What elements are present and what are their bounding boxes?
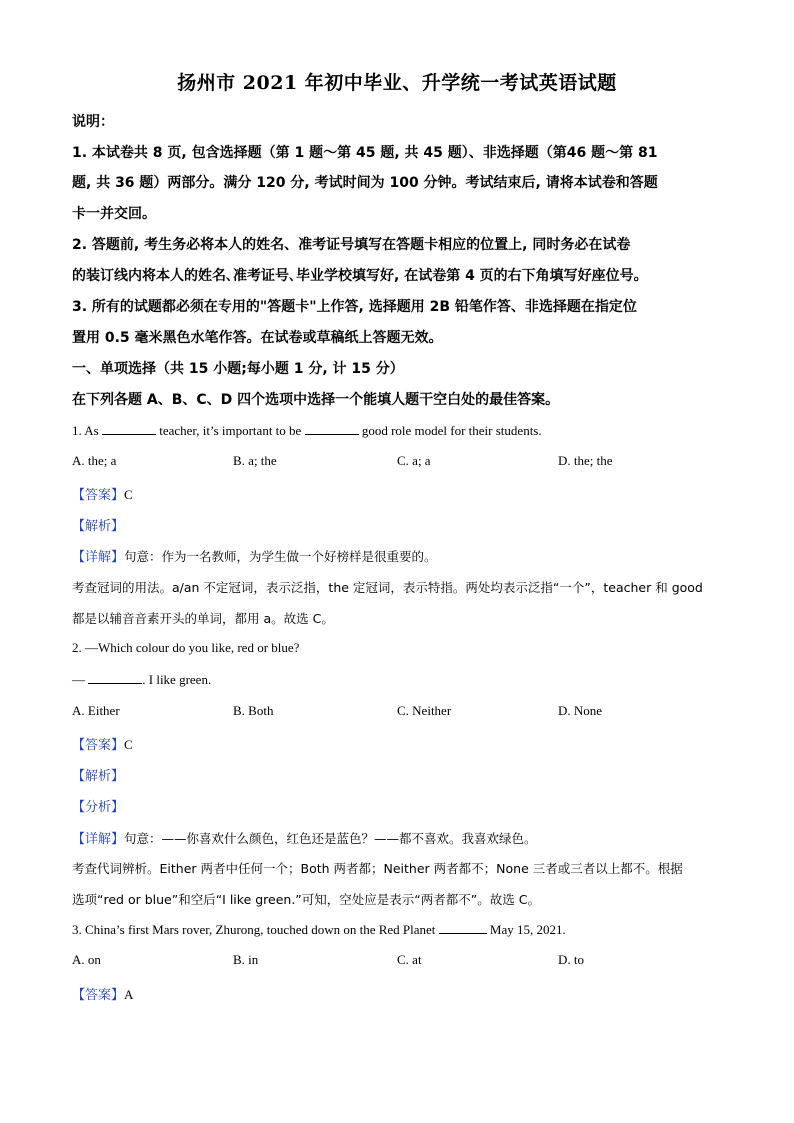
answer-value: C bbox=[124, 487, 133, 502]
stem-part: — bbox=[72, 672, 85, 687]
answer-value: C bbox=[124, 737, 133, 752]
option-c: C. at bbox=[397, 952, 422, 967]
instruction-line: 1. 本试卷共 8 页, 包含选择题（第 1 题～第 45 题, 共 45 题）、非选择题（第46 题～第 81 bbox=[72, 145, 658, 161]
explain-line: 选项“red or blue”和空后“I like green.”可知，空处应是表示“两者都不”。故选 C。 bbox=[72, 892, 540, 907]
option-d: D. to bbox=[558, 952, 584, 967]
answer-blank bbox=[439, 921, 487, 934]
option-b: B. Both bbox=[233, 703, 274, 718]
stem-part: good role model for their students. bbox=[361, 423, 542, 438]
page-title: 扬州市 2021 年初中毕业、升学统一考试英语试题 bbox=[177, 72, 617, 94]
explain-line: 都是以辅音音素开头的单词，都用 a。故选 C。 bbox=[72, 611, 334, 626]
option-c: C. a; a bbox=[397, 453, 431, 468]
option-b: B. in bbox=[233, 952, 259, 967]
option-c: C. Neither bbox=[397, 703, 452, 718]
instruction-line: 的装订线内将本人的姓名､准考证号､毕业学校填写好, 在试卷第 4 页的右下角填写好座位号。 bbox=[72, 268, 648, 284]
answer-row bbox=[72, 484, 133, 503]
instruction-line: 3. 所有的试题都必须在专用的"答题卡"上作答, 选择题用 2B 铅笔作答、非选择题在指定位 bbox=[72, 299, 637, 315]
answer-row bbox=[72, 984, 133, 1003]
answer-blank bbox=[102, 422, 156, 435]
option-a: A. Either bbox=[72, 703, 120, 718]
detail-row bbox=[72, 828, 537, 847]
answer-label: 【答案】 bbox=[72, 488, 125, 503]
instruction-line: 2. 答题前, 考生务必将本人的姓名、准考证号填写在答题卡相应的位置上, 同时务必在试卷 bbox=[72, 237, 631, 253]
detail-label: 【详解】 bbox=[72, 832, 125, 847]
stem-part: May 15, 2021. bbox=[489, 922, 566, 937]
option-d: D. the; the bbox=[558, 453, 613, 468]
answer-blank bbox=[88, 671, 142, 684]
section-heading: 一、单项选择（共 15 小题;每小题 1 分, 计 15 分） bbox=[72, 361, 404, 377]
stem-part: teacher, it’s important to be bbox=[159, 423, 302, 438]
section-directions: 在下列各题 A、B、C、D 四个选项中选择一个能填人题干空白处的最佳答案。 bbox=[72, 392, 560, 408]
instructions-heading: 说明： bbox=[72, 114, 114, 130]
analysis-label: 【解析】 bbox=[72, 519, 125, 534]
stem-part: 3. China’s first Mars rover, Zhurong, touched down on the Red Planet bbox=[72, 922, 436, 937]
stem-part: 1. As bbox=[72, 423, 99, 438]
question-stem bbox=[72, 422, 542, 439]
explain-line: 考查代词辨析。Either 两者中任何一个；Both 两者都；Neither 两者都不；None 三者或三者以上都不。根据 bbox=[72, 861, 683, 876]
stem-part: . I like green. bbox=[142, 672, 212, 687]
option-a: A. on bbox=[72, 952, 101, 967]
answer-label: 【答案】 bbox=[72, 988, 125, 1003]
detail-text: 句意：作为一名教师，为学生做一个好榜样是很重要的。 bbox=[124, 549, 437, 564]
analysis-label: 【解析】 bbox=[72, 769, 125, 784]
answer-row bbox=[72, 734, 133, 753]
detail-label: 【详解】 bbox=[72, 550, 125, 565]
explain-line: 考查冠词的用法。a/an 不定冠词，表示泛指，the 定冠词，表示特指。两处均表示泛指“一个”，teacher 和 good bbox=[72, 580, 703, 595]
answer-value: A bbox=[124, 987, 134, 1002]
answer-blank bbox=[305, 422, 359, 435]
question-stem bbox=[72, 671, 211, 688]
option-d: D. None bbox=[558, 703, 603, 718]
option-b: B. a; the bbox=[233, 453, 277, 468]
detail-row bbox=[72, 546, 437, 565]
question-stem: 2. —Which colour do you like, red or blue? bbox=[72, 640, 300, 655]
instruction-line: 置用 0.5 毫米黑色水笔作答。在试卷或草稿纸上答题无效。 bbox=[72, 330, 443, 346]
instruction-line: 题, 共 36 题）两部分。满分 120 分, 考试时间为 100 分钟。考试结束后, 请将本试卷和答题 bbox=[72, 175, 658, 191]
option-a: A. the; a bbox=[72, 453, 117, 468]
detail-text: 句意：——你喜欢什么颜色，红色还是蓝色？——都不喜欢。我喜欢绿色。 bbox=[124, 831, 537, 846]
fenxi-label: 【分析】 bbox=[72, 800, 125, 815]
instruction-line: 卡一并交回。 bbox=[72, 206, 156, 222]
question-stem bbox=[72, 921, 566, 938]
answer-label: 【答案】 bbox=[72, 738, 125, 753]
